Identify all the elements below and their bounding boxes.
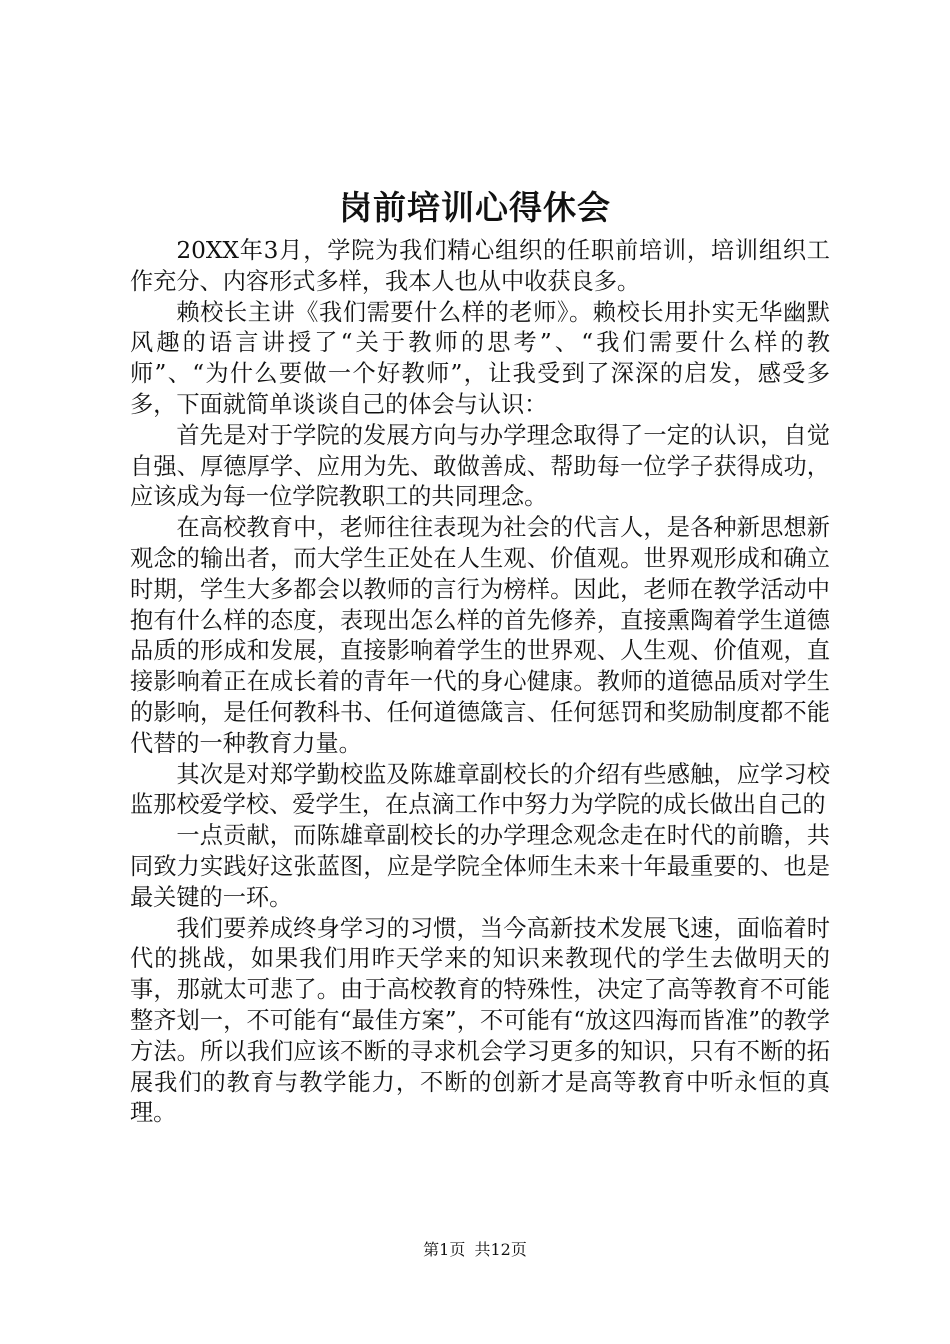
document-body <box>130 236 830 1129</box>
paragraph: 其次是对郑学勤校监及陈雄章副校长的介绍有些感触，应学习校监那校爱学校、爱学生，在点滴工作中努力为学院的成长做出自己的 <box>130 760 830 819</box>
page-footer <box>0 1238 950 1262</box>
paragraph: 首先是对于学院的发展方向与办学理念取得了一定的认识，自觉自强、厚德厚学、应用为先、敢做善成、帮助每一位学子获得成功，应该成为每一位学院教职工的共同理念。 <box>130 421 830 511</box>
page-total: 共12页 <box>474 1240 527 1259</box>
paragraph: 在高校教育中，老师往往表现为社会的代言人，是各种新思想新观念的输出者，而大学生正处在人生观、价值观。世界观形成和确立时期，学生大多都会以教师的言行为榜样。因此，老师在教学活动中抱有什么样的态度，表现出怎么样的首先修养，直接熏陶着学生道德品质的形成和发展，直接影响着学生的世界观、人生观、价值观，直接影响着正在成长着的青年一代的身心健康。教师的道德品质对学生的影响，是任何教科书、任何道德箴言、任何惩罚和奖励制度都不能代替的一种教育力量。 <box>130 514 830 757</box>
page-number: 第1页 <box>423 1240 466 1259</box>
document-title: 岗前培训心得休会 <box>339 188 611 227</box>
paragraph: 20XX年3月，学院为我们精心组织的任职前培训，培训组织工作充分、内容形式多样，我本人也从中收获良多。 <box>130 237 830 295</box>
paragraph: 一点贡献，而陈雄章副校长的办学理念观念走在时代的前瞻，共同致力实践好这张蓝图，应是学院全体师生未来十年最重要的、也是最关键的一环。 <box>130 822 830 911</box>
paragraph: 赖校长主讲《我们需要什么样的老师》。赖校长用扑实无华幽默风趣的语言讲授了“关于教师的思考”、“我们需要什么样的教师”、“为什么要做一个好教师”，让我受到了深深的启发，感受多多，下面就简单谈谈自己的体会与认识： <box>130 298 830 418</box>
paragraph: 我们要养成终身学习的习惯，当今高新技术发展飞速，面临着时代的挑战，如果我们用昨天学来的知识来教现代的学生去做明天的事，那就太可悲了。由于高校教育的特殊性，决定了高等教育不可能整齐划一，不可能有“最佳方案”，不可能有“放这四海而皆准”的教学方法。所以我们应该不断的寻求机会学习更多的知识，只有不断的拓展我们的教育与教学能力，不断的创新才是高等教育中听永恒的真理。 <box>130 914 830 1127</box>
